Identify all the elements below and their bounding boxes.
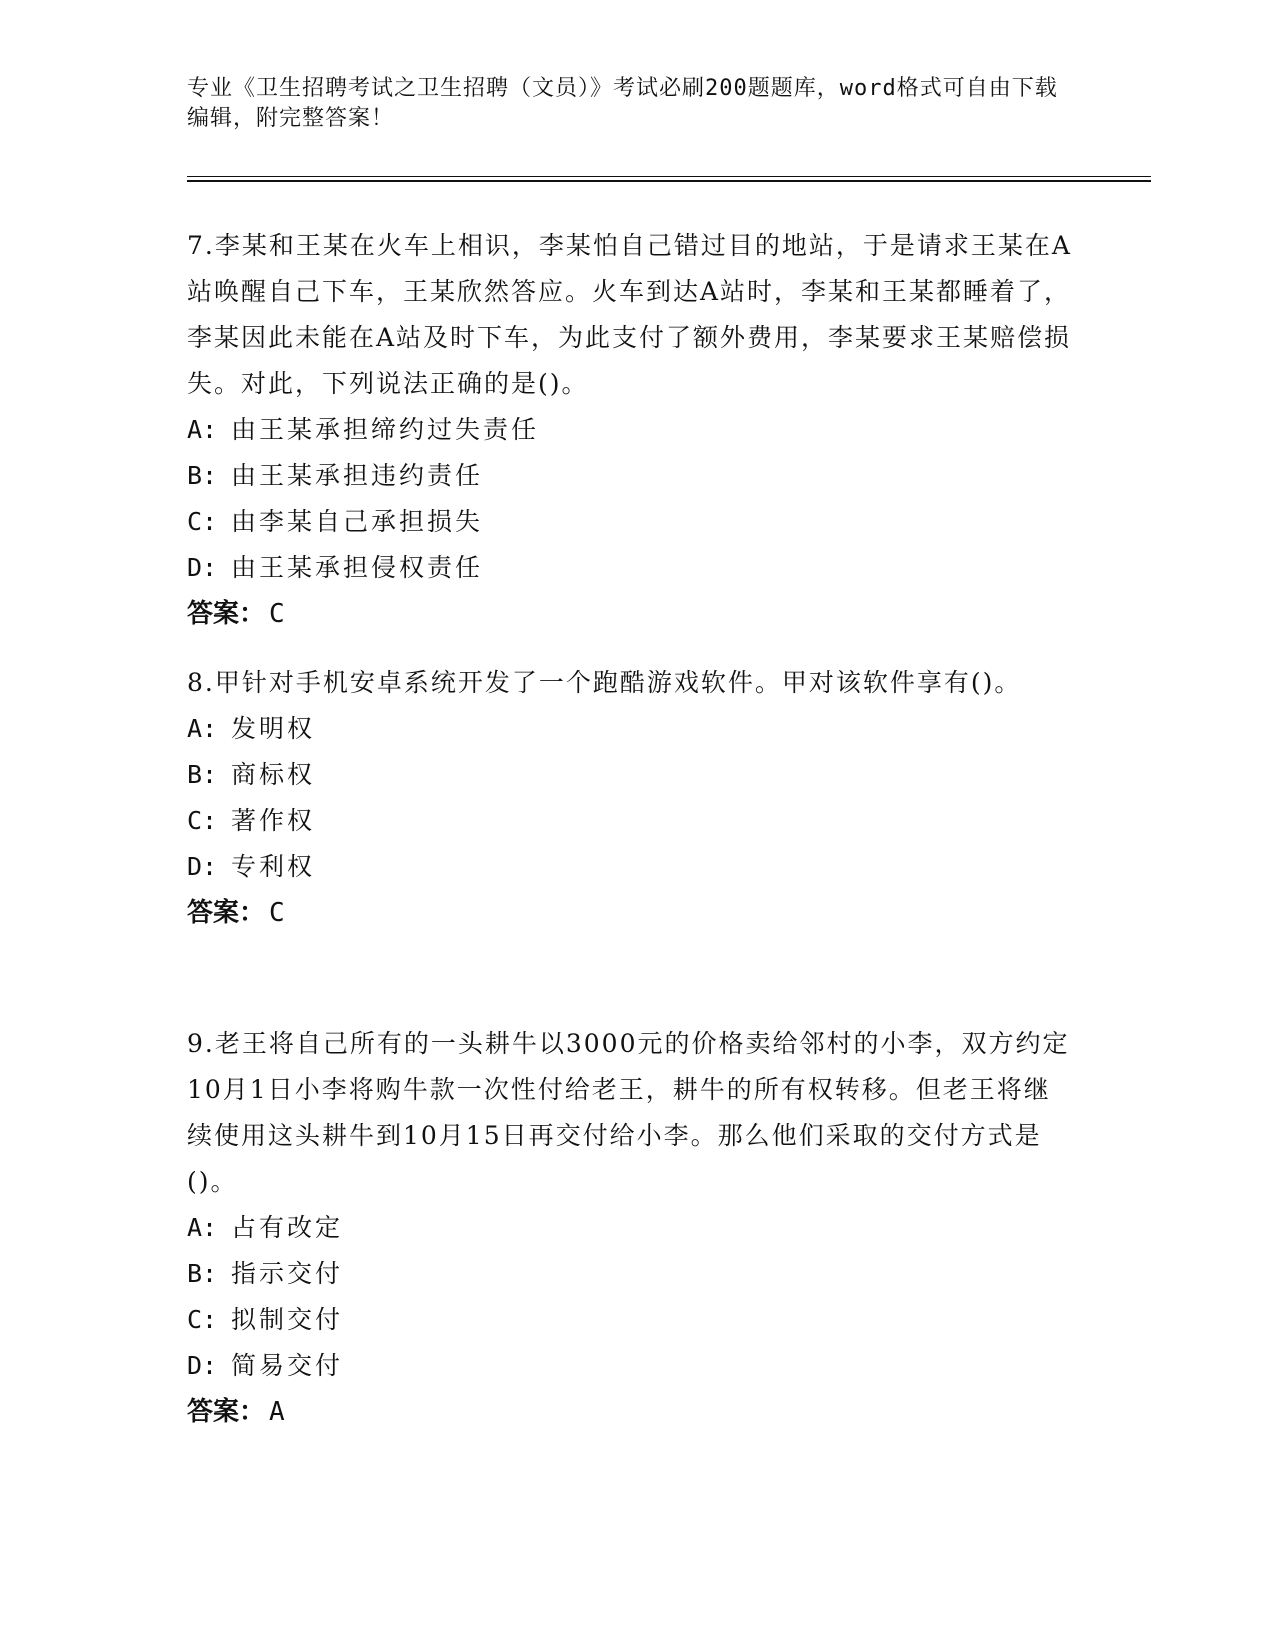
option-text: 商标权 — [231, 760, 316, 789]
option-text: 占有改定 — [231, 1213, 344, 1242]
option-a — [187, 706, 1072, 752]
option-letter: B: — [187, 1259, 218, 1288]
option-b — [187, 453, 1072, 499]
option-letter: A: — [187, 714, 218, 743]
option-d — [187, 545, 1072, 591]
option-text: 指示交付 — [231, 1259, 344, 1288]
question-stem: 8.甲针对手机安卓系统开发了一个跑酷游戏软件。甲对该软件享有()。 — [187, 668, 1022, 697]
option-d — [187, 844, 1072, 890]
question-stem: 9.老王将自己所有的一头耕牛以3000元的价格卖给邻村的小李，双方约定10月1日小李将购牛款一次性付给老王，耕牛的所有权转移。但老王将继续使用这头耕牛到10月15日再交付给小李。那么他们采取的交付方式是()。 — [187, 1029, 1070, 1196]
option-d — [187, 1343, 1072, 1389]
answer-line — [187, 890, 1072, 936]
option-letter: C: — [187, 507, 218, 536]
option-a — [187, 1205, 1072, 1251]
option-letter: A: — [187, 1213, 218, 1242]
option-letter: A: — [187, 415, 218, 444]
option-letter: D: — [187, 1351, 218, 1380]
question-8 — [187, 660, 1072, 936]
option-text: 著作权 — [231, 806, 316, 835]
question-stem: 7.李某和王某在火车上相识，李某怕自己错过目的地站，于是请求王某在A站唤醒自己下车，王某欣然答应。火车到达A站时，李某和王某都睡着了，李某因此未能在A站及时下车，为此支付了额外费用，李某要求王某赔偿损失。对此，下列说法正确的是()。 — [187, 231, 1072, 398]
answer-value: C — [269, 898, 285, 928]
option-letter: C: — [187, 1305, 218, 1334]
option-b — [187, 752, 1072, 798]
option-letter: D: — [187, 553, 218, 582]
option-c — [187, 798, 1072, 844]
option-letter: C: — [187, 806, 218, 835]
option-text: 由王某承担缔约过失责任 — [231, 415, 540, 444]
option-text: 拟制交付 — [231, 1305, 344, 1334]
answer-line — [187, 591, 1072, 637]
option-letter: D: — [187, 852, 218, 881]
answer-value: A — [269, 1397, 285, 1427]
question-9 — [187, 1021, 1072, 1435]
option-a — [187, 407, 1072, 453]
header-divider-thick — [187, 180, 1151, 182]
option-text: 由王某承担侵权责任 — [231, 553, 484, 582]
option-b — [187, 1251, 1072, 1297]
answer-line — [187, 1389, 1072, 1435]
option-text: 由李某自己承担损失 — [231, 507, 484, 536]
answer-value: C — [269, 599, 285, 629]
option-c — [187, 499, 1072, 545]
option-letter: B: — [187, 760, 218, 789]
option-text: 专利权 — [231, 852, 316, 881]
document-header: 专业《卫生招聘考试之卫生招聘（文员）》考试必刷200题题库，word格式可自由下载编辑，附完整答案！ — [187, 76, 1058, 131]
question-7 — [187, 223, 1072, 637]
answer-label: 答案： — [187, 599, 266, 629]
option-text: 简易交付 — [231, 1351, 344, 1380]
header-divider-thin — [187, 176, 1151, 177]
answer-label: 答案： — [187, 1397, 266, 1427]
option-letter: B: — [187, 461, 218, 490]
option-c — [187, 1297, 1072, 1343]
option-text: 发明权 — [231, 714, 316, 743]
answer-label: 答案： — [187, 898, 266, 928]
option-text: 由王某承担违约责任 — [231, 461, 484, 490]
